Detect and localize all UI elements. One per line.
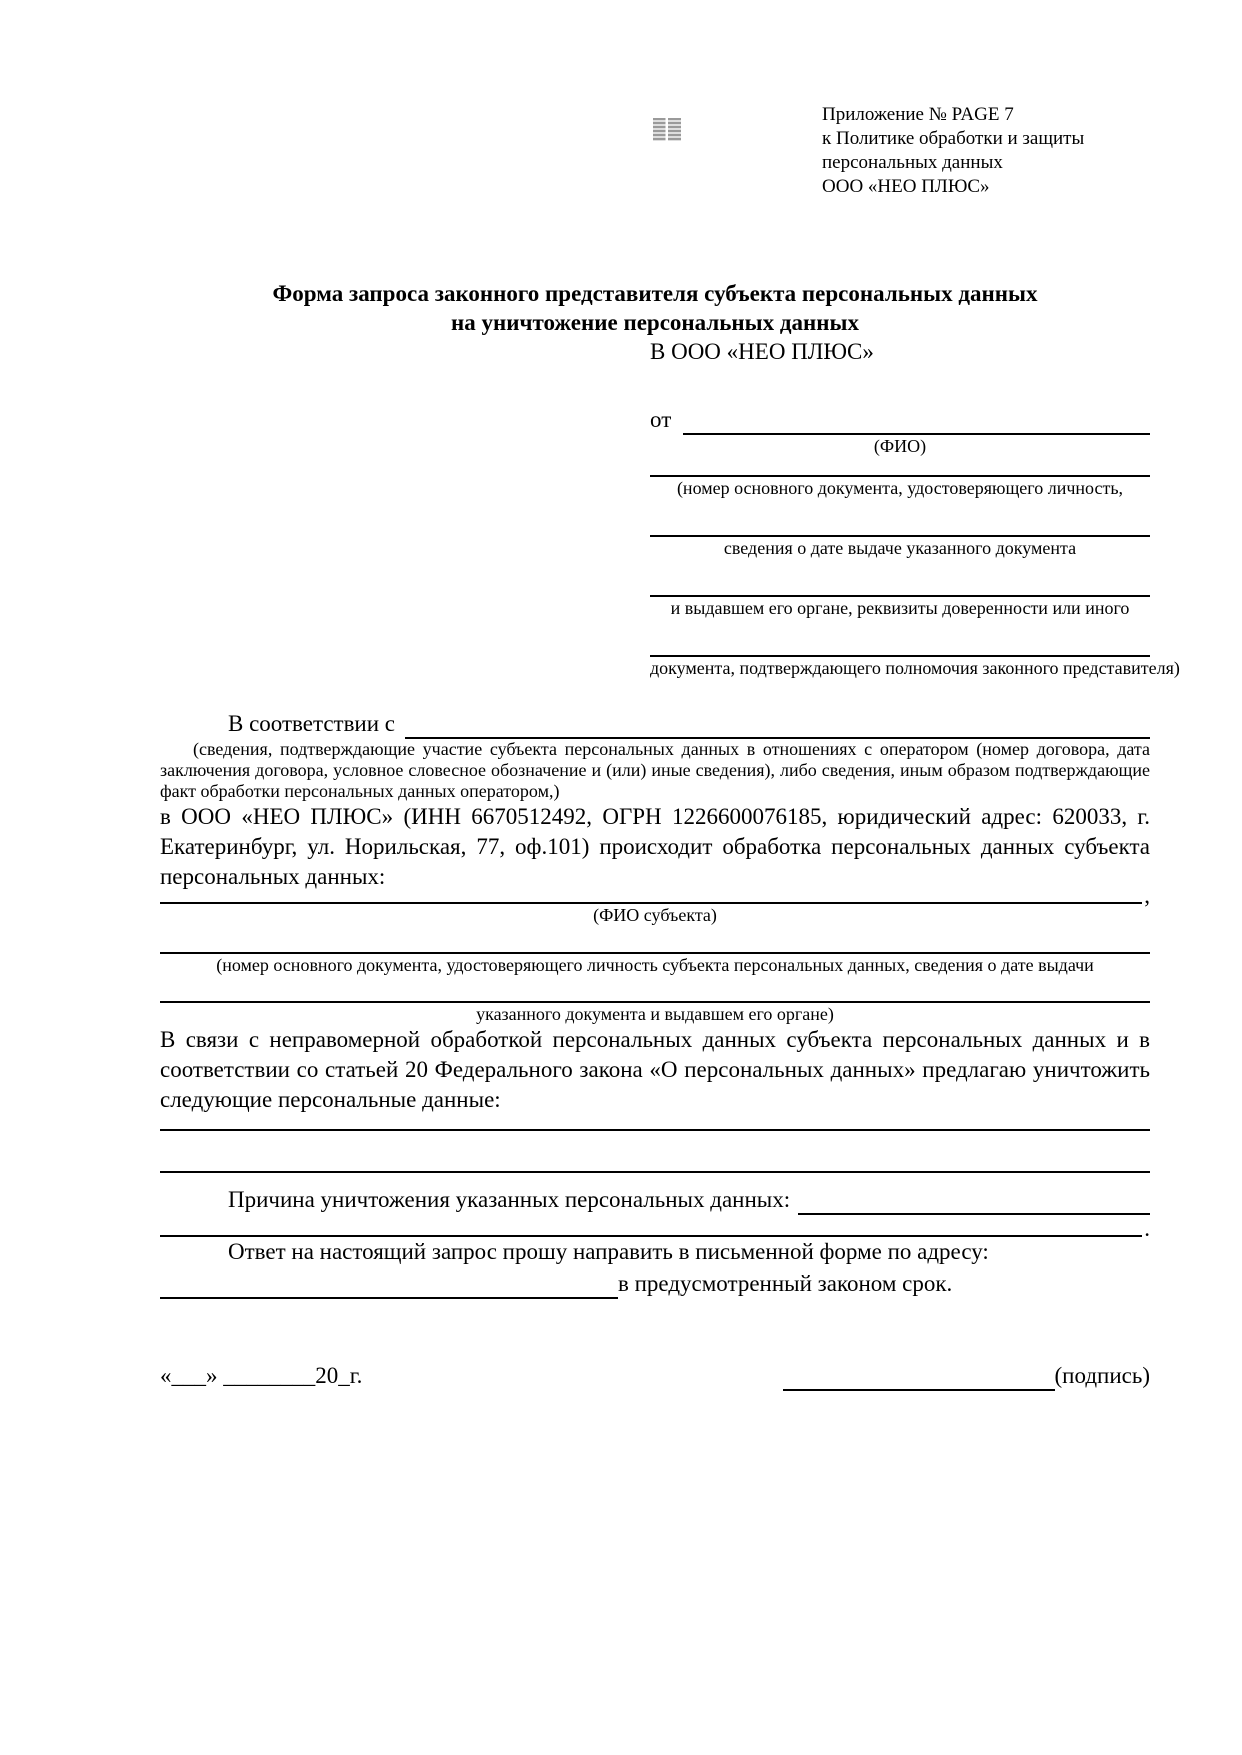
reason-blank-field-2[interactable] bbox=[160, 1210, 1142, 1237]
doc-caption-4: документа, подтверждающего полномочия законного представителя) bbox=[650, 658, 1180, 678]
form-title-line-1: Форма запроса законного представителя субъекта персональных данных bbox=[272, 281, 1038, 306]
form-title-line-2: на уничтожение персональных данных bbox=[451, 310, 859, 335]
reply-address-row bbox=[160, 1267, 1150, 1299]
reason-label: Причина уничтожения указанных персональных данных: bbox=[228, 1187, 791, 1212]
subject-doc-caption-1: (номер основного документа, удостоверяющего личность субъекта персональных данных, сведения о дате выдачи bbox=[216, 955, 1094, 975]
reply-line: Ответ на настоящий запрос прошу направить в письменной форме по адресу: bbox=[228, 1239, 989, 1264]
relation-proof-blank-field[interactable] bbox=[405, 712, 1150, 739]
doc-number-blank-field[interactable] bbox=[650, 457, 1150, 477]
doc-power-of-attorney-blank-field[interactable] bbox=[650, 619, 1150, 657]
subject-doc-row bbox=[160, 926, 1150, 954]
operator-paragraph: в ООО «НЕО ПЛЮС» (ИНН 6670512492, ОГРН 1226600076185, юридический адрес: 620033, г. Екатеринбург, ул. Норильская, 77, оф.101) происходит обработка персональных данных субъекта персональных данных: bbox=[160, 804, 1150, 889]
data-to-destroy-blank-field-2[interactable] bbox=[160, 1146, 1150, 1173]
doc-caption-2: сведения о дате выдаче указанного документа bbox=[723, 538, 1077, 558]
data-to-destroy-row-1 bbox=[160, 1115, 1150, 1131]
recipient-org: В ООО «НЕО ПЛЮС» bbox=[650, 339, 874, 364]
subject-doc-row-2 bbox=[160, 976, 1150, 1003]
subject-fio-row bbox=[160, 883, 1150, 908]
reason-period: . bbox=[1144, 1216, 1150, 1241]
appendix-number-line: Приложение № PAGE 7 bbox=[822, 104, 1014, 125]
subject-doc-blank-field-2[interactable] bbox=[160, 976, 1150, 1003]
date-line: «___» ________20_г. bbox=[160, 1363, 363, 1388]
doc-caption-3: и выдавшем его органе, реквизиты доверенности или иного bbox=[670, 598, 1130, 618]
recipient-block bbox=[650, 337, 1180, 679]
representative-fio-blank-field[interactable] bbox=[683, 408, 1150, 435]
according-row bbox=[160, 709, 1150, 739]
from-row bbox=[650, 403, 1150, 435]
request-paragraph: В связи с неправомерной обработкой персональных данных субъекта персональных данных и в соответствии со статьей 20 Федерального закона «О персональных данных» предлагаю уничтожить следующие персональные данные: bbox=[160, 1027, 1150, 1112]
subject-fio-comma: , bbox=[1144, 883, 1150, 908]
doc-caption-1: (номер основного документа, удостоверяющего личность, bbox=[676, 478, 1124, 498]
appendix-org-line: ООО «НЕО ПЛЮС» bbox=[822, 176, 990, 197]
subject-fio-caption: (ФИО субъекта) bbox=[593, 905, 717, 925]
signature-blank-field[interactable] bbox=[783, 1364, 1055, 1391]
relation-proof-note: (сведения, подтверждающие участие субъекта персональных данных в отношениях с оператором (номер договора, дата заключения договора, условное словесное обозначение и (или) иные сведения), либо сведения, иным образом подтверждающие факт обработки персональных данных оператором,) bbox=[160, 739, 1150, 801]
signature-block bbox=[783, 1361, 1150, 1391]
signature-caption: (подпись) bbox=[1054, 1363, 1150, 1388]
according-label: В соответствии с bbox=[228, 711, 396, 736]
data-to-destroy-blank-field-1[interactable] bbox=[160, 1104, 1150, 1131]
appendix-policy-line2: персональных данных bbox=[822, 152, 1003, 173]
reply-tail-text: в предусмотренный законом срок. bbox=[618, 1271, 953, 1296]
subject-fio-blank-field[interactable] bbox=[160, 877, 1142, 904]
fio-caption: (ФИО) bbox=[873, 436, 927, 456]
appendix-policy-line: к Политике обработки и защиты bbox=[822, 128, 1085, 149]
subject-doc-caption-2: указанного документа и выдавшем его органе) bbox=[476, 1004, 834, 1024]
reply-address-blank-field[interactable] bbox=[160, 1272, 618, 1299]
doc-authority-blank-field[interactable] bbox=[650, 559, 1150, 597]
subject-doc-blank-field[interactable] bbox=[160, 927, 1150, 954]
embedded-object-icon bbox=[653, 118, 681, 141]
data-to-destroy-row-2 bbox=[160, 1131, 1150, 1173]
signature-footer bbox=[160, 1361, 1150, 1391]
doc-issue-date-blank-field[interactable] bbox=[650, 499, 1150, 537]
reason-row-2 bbox=[160, 1215, 1150, 1241]
form-title bbox=[160, 279, 1150, 337]
appendix-block bbox=[822, 103, 1150, 199]
from-label: от bbox=[650, 407, 672, 432]
document-header bbox=[160, 103, 1150, 201]
reason-row bbox=[160, 1173, 1150, 1215]
